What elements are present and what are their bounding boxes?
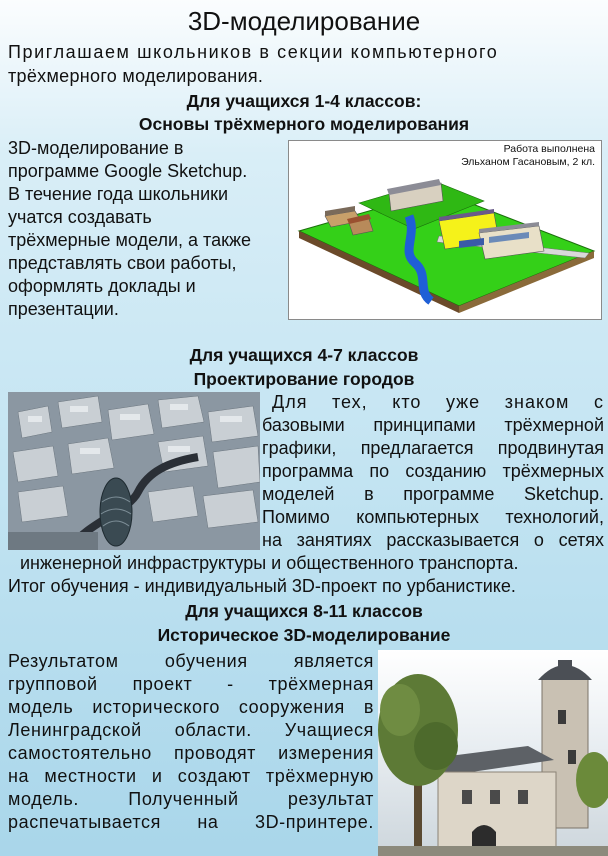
section1-line: В течение года школьники <box>8 184 229 204</box>
image-caption-line-2: Эльханом Гасановым, 2 кл. <box>461 156 595 168</box>
section3-text <box>8 650 374 834</box>
intro-text <box>8 40 604 88</box>
section1-line: трёхмерные модели, а также <box>8 230 252 250</box>
section1-line: учатся создавать <box>8 207 152 227</box>
image-caption <box>461 143 595 169</box>
city-model-drawing <box>8 392 260 550</box>
section3-line: распечатывается на 3D-принтере. <box>8 812 374 832</box>
castle-model-image <box>378 650 608 856</box>
section2-line: программа по созданию трёхмерных <box>262 461 604 481</box>
intro-line-1: Приглашаем школьников в секции компьютерного <box>8 42 499 62</box>
city-model-image <box>8 392 260 550</box>
section3-line: самостоятельно проводят измерения <box>8 743 374 763</box>
section2-line: базовыми принципами трёхмерной <box>262 415 604 435</box>
section2-line: на занятиях рассказывается о сетях <box>262 530 604 550</box>
section2-side-text <box>262 391 604 552</box>
section2-line: моделей в программе Sketchup. <box>262 484 604 504</box>
section3-line: модель. Полученный результат <box>8 789 374 809</box>
section3-line: Ленинградской области. Учащиеся <box>8 720 374 740</box>
section2-full-text <box>8 552 604 598</box>
section3-line: на местности и создают трёхмерную <box>8 766 374 786</box>
section2-heading-topic: Проектирование городов <box>193 369 415 389</box>
section2-line: Помимо компьютерных технологий, <box>262 507 604 527</box>
section2-line: инженерной инфраструктуры и общественного транспорта. <box>20 553 519 573</box>
section3-line: модель исторического сооружения в <box>8 697 374 717</box>
section1-line: презентации. <box>8 299 119 319</box>
sketchup-model-image <box>288 140 602 320</box>
section2-line: графики, предлагается продвинутая <box>262 438 604 458</box>
section1-line: представлять свои работы, <box>8 253 237 273</box>
image-caption-line-1: Работа выполнена <box>503 143 595 155</box>
castle-model-drawing <box>378 650 608 856</box>
section1-heading-topic: Основы трёхмерного моделирования <box>138 114 470 134</box>
section1-line: оформлять доклады и <box>8 276 196 296</box>
section2-line: Для тех, кто уже знаком с <box>272 392 604 412</box>
intro-line-2: трёхмерного моделирования. <box>8 66 264 86</box>
section3-line: Результатом обучения является <box>8 651 374 671</box>
section1-heading-grade: Для учащихся 1-4 классов: <box>186 91 422 111</box>
page-title: 3D-моделирование <box>187 6 421 36</box>
section2-heading-grade: Для учащихся 4-7 классов <box>189 345 419 365</box>
section1-line: программе Google Sketchup. <box>8 161 248 181</box>
section1-line: 3D-моделирование в <box>8 138 184 158</box>
section2-line: Итог обучения - индивидуальный 3D-проект по урбанистике. <box>8 576 516 596</box>
section3-heading-grade: Для учащихся 8-11 классов <box>185 601 423 621</box>
section3-line: групповой проект - трёхмерная <box>8 674 374 694</box>
section3-heading-topic: Историческое 3D-моделирование <box>157 625 451 645</box>
section1-text <box>8 137 286 321</box>
